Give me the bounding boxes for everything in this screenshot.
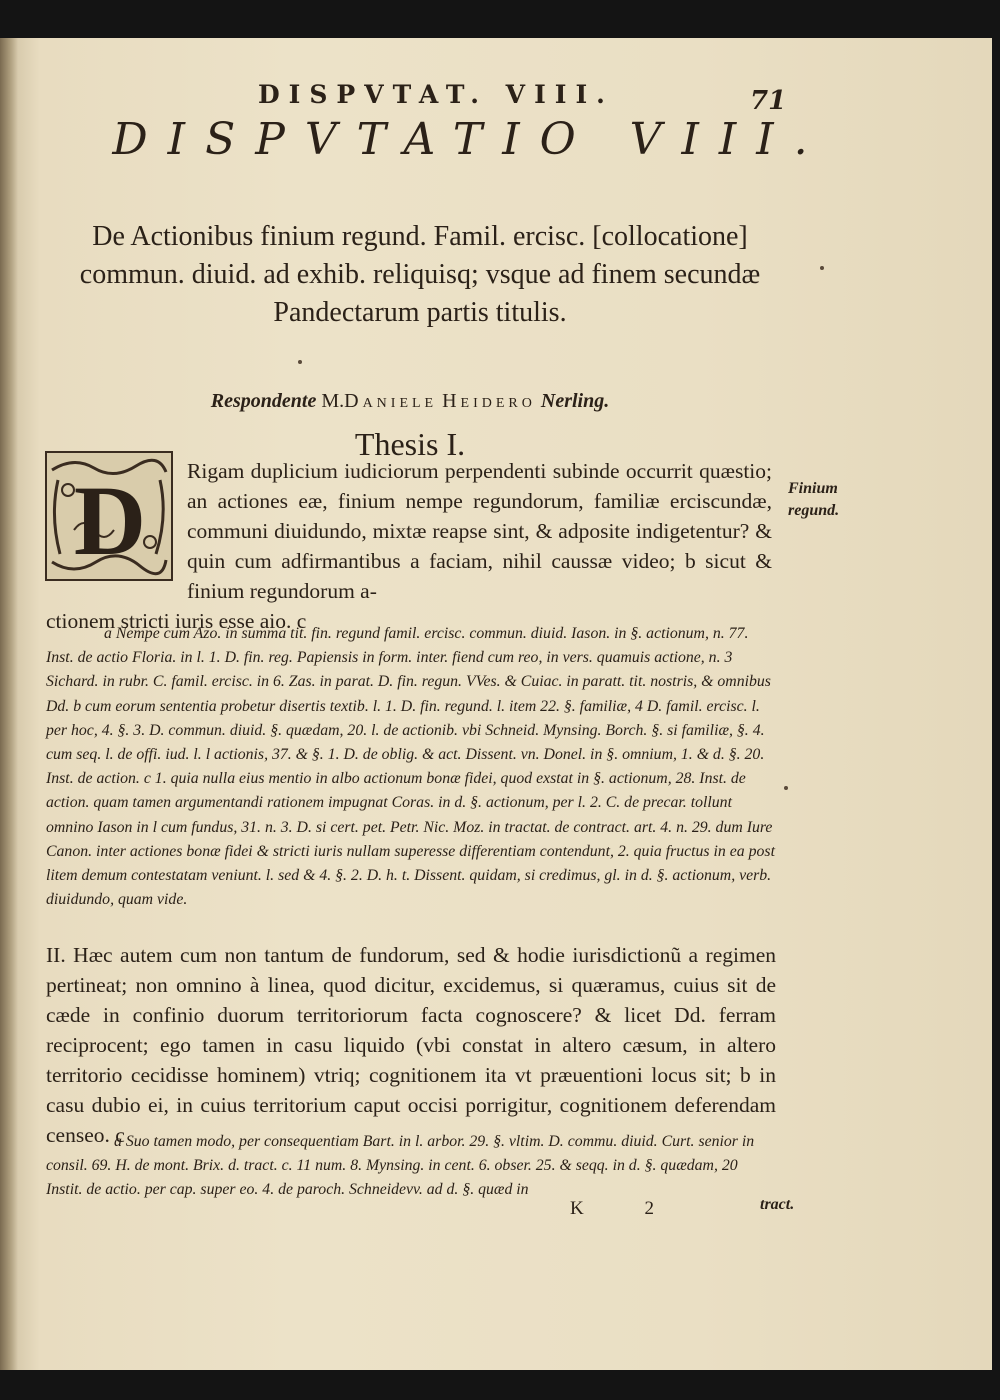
ink-speck — [784, 786, 788, 790]
respondent-last-name: Heidero — [442, 390, 536, 412]
respondent-first-name: Daniele — [344, 390, 438, 412]
thesis-heading: Thesis I. — [354, 426, 466, 462]
margin-note: Finium regund. — [788, 480, 840, 519]
respondent-origin: Nerling. — [540, 390, 610, 412]
ink-speck — [298, 360, 302, 364]
thesis-2-paragraph: II. Hæc autem cum non tantum de fundorum, sed & hodie iurisdictionũ a regimen pertineat; non omnino à linea, quod dicitur, excidemus, si quæramus, cuius sit de cæde in confinio duorum territoriorum facta cognoscere? & licet Dd. ferram reciprocent; ego tamen in casu liquido (vbi constat in altero cæsum, in altero territorio cecidisse hominem) vtriq; cognitionem ita vt præuentioni locus sit; b in casu dubio ei, in cuius territorium caput occisi porrigitur, cognitionem deferendam censeo. c — [46, 943, 776, 1147]
ink-speck — [820, 266, 824, 270]
initial-letter: D — [73, 465, 147, 576]
respondent-prefix: Respondente — [210, 390, 317, 412]
page-number: 71 — [750, 86, 787, 116]
footnote-block-1: a Nempe cum Azo. in summa tit. fin. regund famil. ercisc. commun. diuid. Iason. in §. actionum, n. 77. Inst. de actio Floria. in l. 1. D. fin. reg. Papiensis in form. inter. fiend cum reo, in vers. quamuis actione, n. 3 Sichard. in rubr. C. famil. ercisc. in 6. Zas. in parat. D. fin. regun. VVes. & Cuiac. in paratt. tit. nostris, & omnibus Dd. b cum eorum sententia probetur disertis textib. l. 1. D. fin. regund. l. item 22. §. familiæ, 4 D. famil. ercisc. l. per hoc, 4. §. 3. D. commun. diuid. §. quædam, 20. l. de actionib. vbi Schneid. Mynsing. Borch. §. si familiæ, §. 4. cum seq. l. de offi. iud. l. l actionis, 37. & §. 1. D. de oblig. & act. Dissent. vn. Donel. in §. omnium, 1. & d. §. 20. Inst. de action. c 1. quia nulla eius mentio in albo actionum bonæ fidei, quod exstat in §. actionum, 28. Inst. de action. quam tamen argumentandi rationem impugnat Coras. in d. §. actionum, per l. 2. C. de precar. tollunt omnino Iason in l cum fundus, 31. n. 3. D. si cert. pet. Petr. Nic. Moz. in tractat. de contract. art. 4. n. 29. dum Iure Canon. inter actiones bonæ fidei & stricti iuris nullam superesse differentiam contendunt, 2. quia fructus in ea post litem demum contestatam veniunt. l. sed & 4. §. 2. D. h. t. Dissent. quidam, si credimus, gl. in d. §. actionum, verb. diuidundo, quam vide. — [46, 625, 775, 909]
footnote-block-2: a Suo tamen modo, per consequentiam Bart. in l. arbor. 29. §. vltim. D. commu. diuid. Curt. senior in consil. 69. H. de mont. Brix. d. tract. c. 11 num. 8. Mynsing. in cent. 6. obser. 25. & seqq. in d. §. quædam, 20 Instit. de actio. per cap. super eo. 4. de paroch. Schneidevv. ad d. §. quæd in — [46, 1133, 755, 1199]
decorated-initial-d — [44, 450, 174, 582]
thesis-1-paragraph-end: ctionem stricti iuris esse aio. c — [46, 609, 307, 633]
thesis-1-paragraph: Rigam duplicium iudiciorum perpendenti subinde occurrit quæstio; an actiones eæ, finium nempe regundorum, familiæ erciscundæ, communi diuidundo, mixtæ reapse sint, & adposite indigetentur? & quin cum adfirmantibus a faciam, nihil caussæ video; b sicut & finium regundorum a- — [187, 459, 772, 603]
page-gutter-shadow — [0, 38, 18, 1370]
running-head: DISPVTAT. VIII. — [258, 80, 614, 109]
respondent-degree: M. — [321, 390, 345, 412]
signature-mark: K 2 — [570, 1198, 682, 1219]
catchword: tract. — [760, 1196, 795, 1213]
book-page — [0, 38, 992, 1370]
disputation-subtitle: De Actionibus finium regund. Famil. ercisc. [collocatione] commun. diuid. ad exhib. reliquisq; vsque ad finem secundæ Pandectarum partis titulis. — [79, 221, 761, 328]
respondent-line — [0, 390, 820, 413]
disputation-title: DISPVTATIO VIII. — [112, 114, 828, 165]
